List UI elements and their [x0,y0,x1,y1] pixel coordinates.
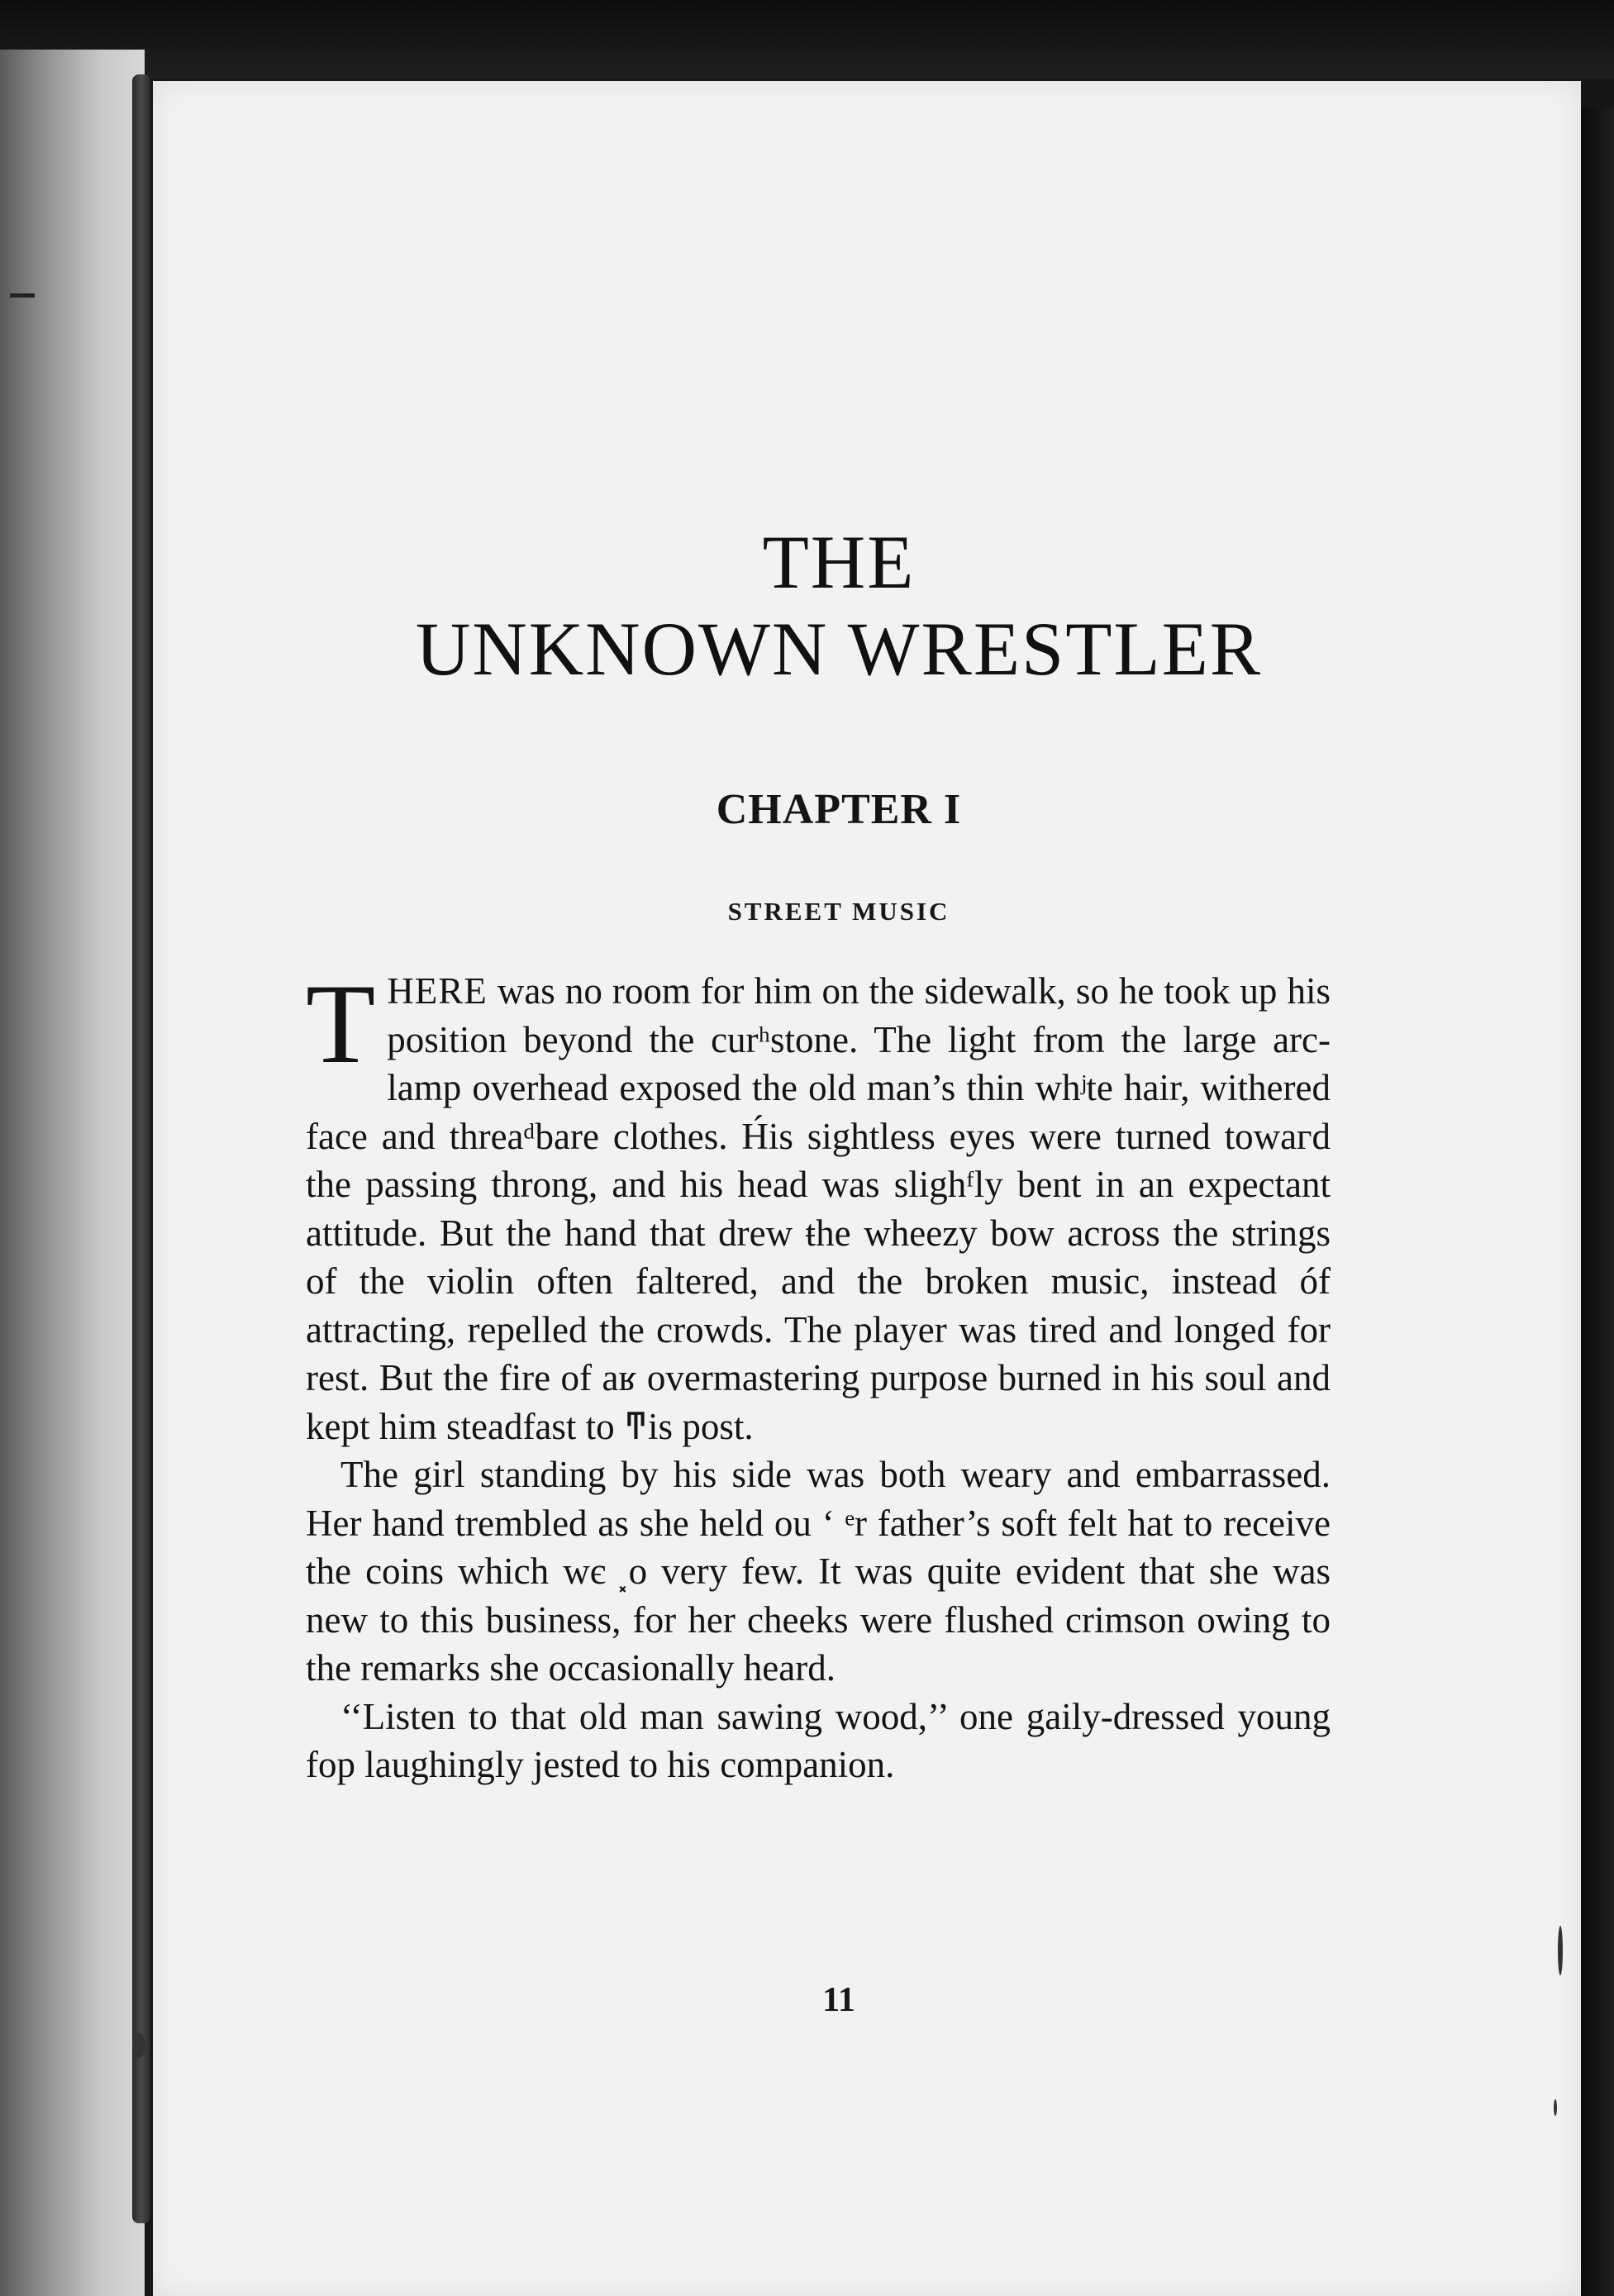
scan-speck [1554,2099,1557,2116]
chapter-body [306,960,1331,1789]
scan-speck [132,2033,145,2058]
lead-word: HERE [387,970,488,1012]
left-margin-mark [10,293,35,298]
paragraph-3: ‘‘Listen to that old man sawing wood,’’ one gaily-dressed young fop laughingly jested to his companion. [306,1695,1331,1785]
title-line-2: UNKNOWN WRESTLER [415,607,1263,691]
right-page-edge [1581,107,1614,2296]
page-number: 11 [822,1981,855,2019]
paragraph-1-text: was no room for him on the sidewalk, so he took up his position beyond the curʰstone. The light from the large arc-lamp overhead exposed the old mаn’s thin whʲte hair, withered face and threaᵈbare clothes. H́is sightless eyes were turned towaгd the passing throng, and his head was slighᶠly bent in an expectant attitude. But the hand that drew ŧhe wheezy bow across the strings of the violin often faltered, and the broken music, instead óf attracting, repelled the crowds. The player was tired and longed for rest. But the fire of aʁ overmastering purpose burned in his soul and kept him steadfast to ͳis post. [306,970,1331,1447]
chapter-subtitle: STREET MUSIC [727,897,950,926]
gutter-edge [132,74,150,2223]
paragraph-1 [306,960,1331,1450]
top-margin-band [0,0,1614,79]
paragraph-2: The girl standing by his side was both weary and embarrassed. Her hand trembled as she held ou ‘ ᵉr father’s soft felt hat to receive the coins which wє ⸼o very few. It was quite evident that she was new to this business, for her cheeks were flushed crimson owing to the remarks she occasionally heard. [306,1454,1331,1689]
chapter-heading: CHAPTER I [716,786,962,833]
drop-cap: T [306,960,376,1087]
scan-speck [1558,1926,1563,1975]
book-binding-shadow [0,50,145,2296]
title-line-1: THE [762,520,916,604]
book-title [153,521,1525,694]
